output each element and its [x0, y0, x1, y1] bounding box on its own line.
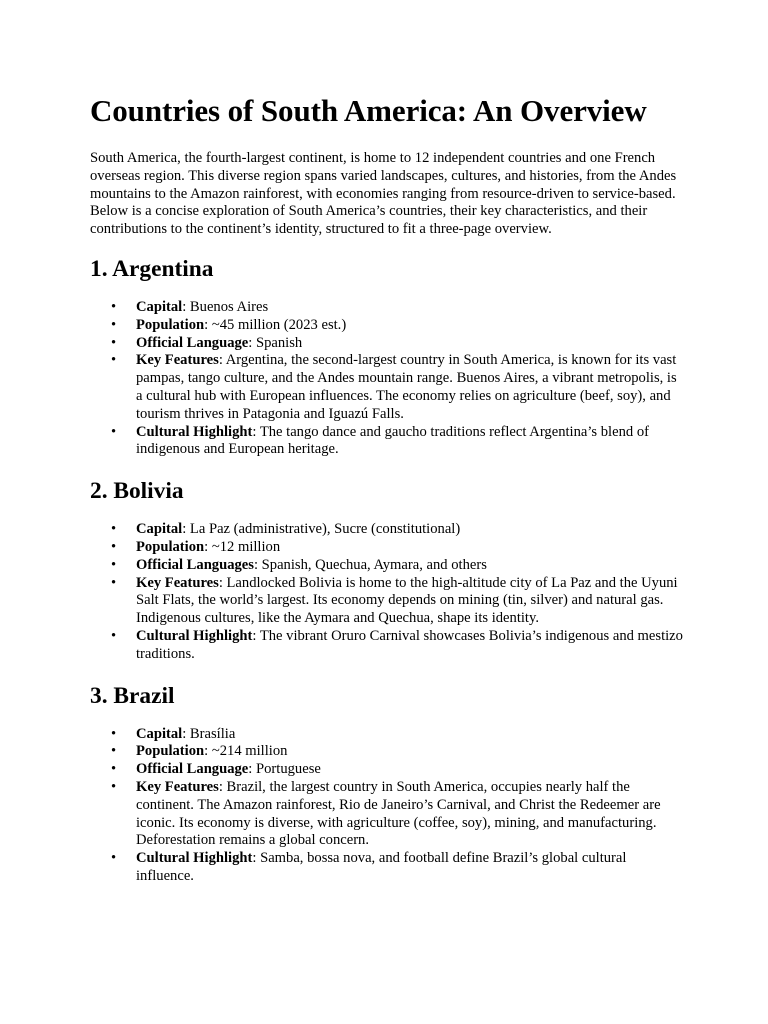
list-item [90, 317, 684, 335]
list-item [90, 628, 684, 664]
list-item [90, 726, 684, 744]
item-text: : Samba, bossa nova, and football define Brazil’s global cultural influence. [136, 850, 627, 884]
document-page [90, 92, 690, 904]
item-label: Official Language [136, 334, 249, 351]
item-text: : Landlocked Bolivia is home to the high-altitude city of La Paz and the Uyuni Salt Flats, the world’s largest. Its economy depends on mining (tin, silver) and natural gas. Indigenous cultures, like the Aymara and Quechua, shape its identity. [136, 574, 678, 627]
list-item [90, 299, 684, 317]
item-text: : Argentina, the second-largest country in South America, is known for its vast pampas, tango culture, and the Andes mountain range. Buenos Aires, a vibrant metropolis, is a cultural hub with European influences. The economy relies on agriculture (beef, soy), and tourism thrives in Patagonia and Iguazú Falls. [136, 352, 677, 422]
item-label: Capital [136, 521, 183, 538]
item-label: Population [136, 743, 205, 760]
list-item [90, 575, 684, 628]
item-text: : The vibrant Oruro Carnival showcases Bolivia’s indigenous and mestizo traditions. [136, 627, 683, 662]
section-heading: 2. Bolivia [90, 478, 184, 505]
section-argentina [90, 255, 690, 459]
list-item [90, 743, 684, 761]
item-text: : Brazil, the largest country in South America, occupies nearly half the continent. The Amazon rainforest, Rio de Janeiro’s Carnival, and Christ the Redeemer are iconic. Its economy is diverse, with agriculture (coffee, soy), mining, and manufacturing. Deforestation remains a global concern. [136, 778, 661, 849]
item-label: Capital [136, 298, 183, 315]
item-label: Cultural Highlight [136, 423, 253, 440]
list-item [90, 539, 684, 557]
item-text: : ~12 million [204, 538, 281, 555]
fact-list [90, 299, 690, 459]
list-item [90, 557, 684, 575]
item-label: Capital [136, 725, 183, 742]
item-text: : Buenos Aires [182, 298, 269, 315]
item-text: : Portuguese [248, 761, 321, 778]
list-item [90, 352, 684, 423]
list-item [90, 779, 684, 850]
list-item [90, 335, 684, 353]
list-item [90, 850, 684, 886]
section-bolivia [90, 477, 690, 663]
list-item [90, 424, 684, 460]
item-label: Cultural Highlight [136, 627, 253, 644]
section-brazil [90, 682, 690, 886]
item-text: : Brasília [182, 725, 236, 742]
fact-list [90, 521, 690, 663]
section-heading: 3. Brazil [90, 682, 175, 709]
list-item [90, 761, 684, 779]
item-label: Population [136, 316, 205, 333]
item-text: : Spanish [248, 334, 303, 351]
item-text: : ~45 million (2023 est.) [204, 316, 347, 333]
item-label: Key Features [136, 352, 219, 369]
item-text: : ~214 million [204, 743, 288, 760]
item-label: Official Languages [136, 556, 254, 573]
list-item [90, 521, 684, 539]
item-text: : La Paz (administrative), Sucre (constitutional) [182, 521, 461, 538]
item-label: Cultural Highlight [136, 850, 253, 867]
fact-list [90, 726, 690, 886]
page-title: Countries of South America: An Overview [90, 93, 647, 128]
item-text: : Spanish, Quechua, Aymara, and others [253, 556, 487, 573]
intro-paragraph: South America, the fourth-largest continent, is home to 12 independent countries and one French overseas region. This diverse region spans varied landscapes, cultures, and histories, from the Andes mountains to the Amazon rainforest, with economies ranging from resource-driven to service-based. Below is a concise exploration of South America’s countries, their key characteristics, and their contributions to the continent’s identity, structured to fit a three-page overview. [90, 150, 677, 238]
item-label: Official Language [136, 761, 249, 778]
item-text: : The tango dance and gaucho traditions reflect Argentina’s blend of indigenous and European heritage. [136, 423, 649, 458]
item-label: Key Features [136, 778, 219, 795]
section-heading: 1. Argentina [90, 255, 214, 282]
item-label: Key Features [136, 574, 219, 591]
item-label: Population [136, 538, 205, 555]
